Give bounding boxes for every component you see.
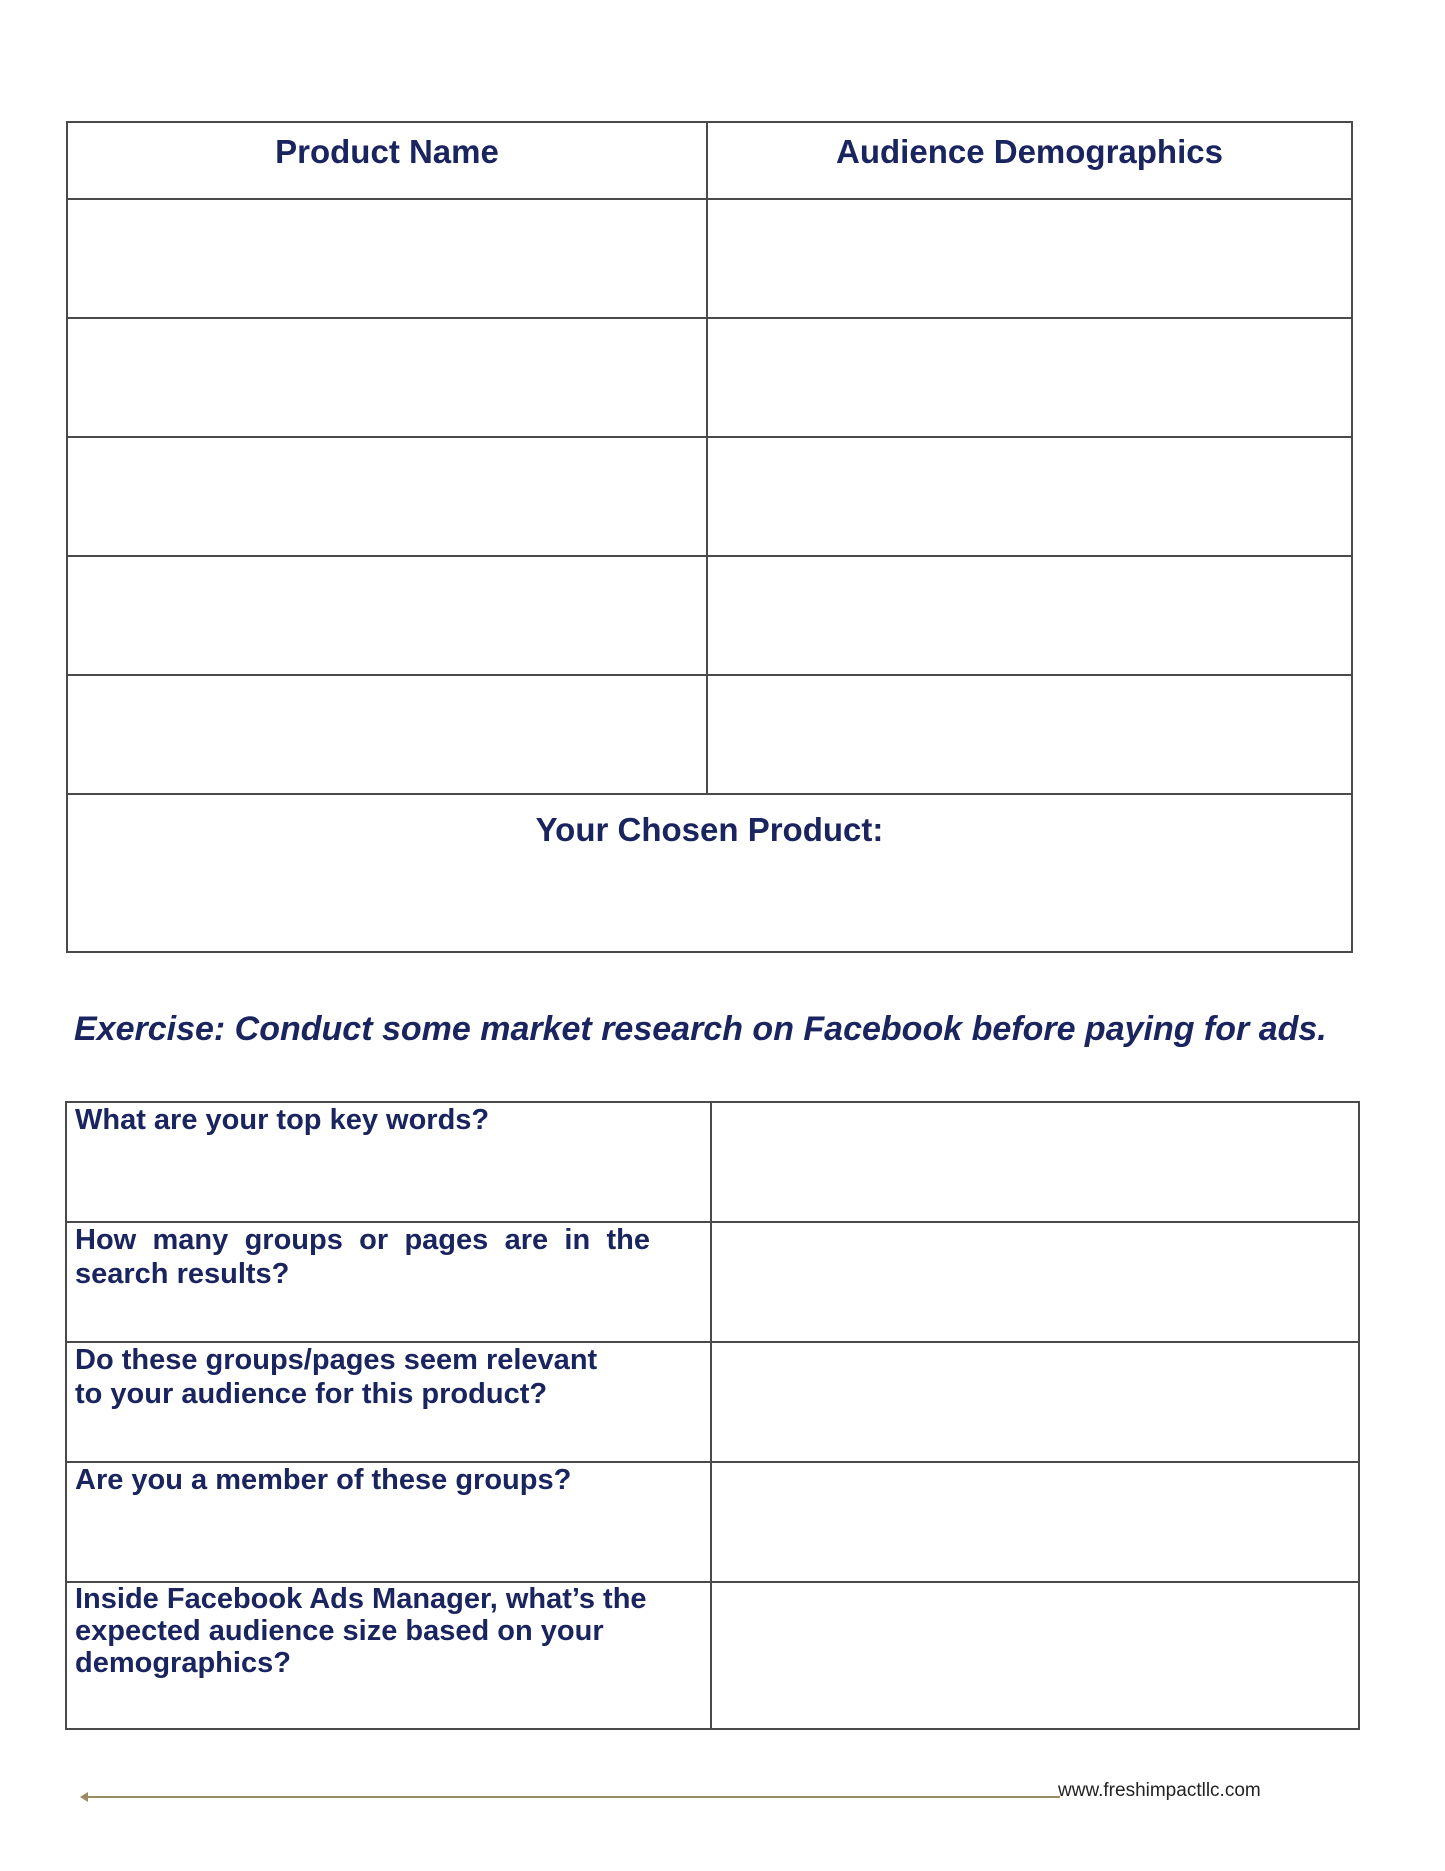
audience-demographics-cell[interactable]	[707, 556, 1352, 675]
question-text-line: How many groups or pages are in the	[75, 1224, 650, 1256]
question-text: Are you a member of these groups?	[75, 1464, 572, 1496]
question-cell	[66, 1582, 711, 1729]
answer-cell[interactable]	[711, 1462, 1359, 1582]
answer-cell[interactable]	[711, 1582, 1359, 1729]
question-text-line: search results?	[75, 1258, 290, 1290]
product-name-cell[interactable]	[67, 199, 707, 318]
question-text-line: expected audience size based on your	[75, 1615, 604, 1647]
chosen-product-label: Your Chosen Product:	[535, 811, 884, 848]
question-text-line: Inside Facebook Ads Manager, what’s the	[75, 1583, 647, 1615]
question-text-line: demographics?	[75, 1647, 291, 1679]
question-cell	[66, 1102, 711, 1222]
question-cell	[66, 1462, 711, 1582]
question-text-line: Do these groups/pages seem relevant	[75, 1344, 598, 1376]
audience-demographics-cell[interactable]	[707, 199, 1352, 318]
table-row	[67, 675, 1352, 794]
table-row	[67, 556, 1352, 675]
product-audience-table	[66, 121, 1353, 953]
answer-cell[interactable]	[711, 1342, 1359, 1462]
product-name-cell[interactable]	[67, 437, 707, 556]
product-name-cell[interactable]	[67, 318, 707, 437]
product-name-cell[interactable]	[67, 556, 707, 675]
table-row	[66, 1462, 1359, 1582]
table-row	[66, 1342, 1359, 1462]
product-name-cell[interactable]	[67, 675, 707, 794]
chosen-product-row	[67, 794, 1352, 952]
question-cell	[66, 1222, 711, 1342]
audience-demographics-cell[interactable]	[707, 437, 1352, 556]
answer-cell[interactable]	[711, 1222, 1359, 1342]
question-text: What are your top key words?	[75, 1104, 490, 1136]
table-row	[66, 1222, 1359, 1342]
table-row	[67, 437, 1352, 556]
table-row	[66, 1582, 1359, 1729]
audience-demographics-header: Audience Demographics	[707, 122, 1352, 199]
question-cell	[66, 1342, 711, 1462]
table-row	[66, 1102, 1359, 1222]
question-text-line: to your audience for this product?	[75, 1378, 548, 1410]
chosen-product-cell[interactable]	[67, 794, 1352, 952]
product-name-header: Product Name	[67, 122, 707, 199]
exercise-heading: Exercise: Conduct some market research on Facebook before paying for ads.	[74, 1010, 1327, 1048]
answer-cell[interactable]	[711, 1102, 1359, 1222]
table-header-row	[67, 122, 1352, 199]
table-row	[67, 199, 1352, 318]
footer-divider	[82, 1796, 1060, 1798]
audience-demographics-cell[interactable]	[707, 318, 1352, 437]
footer-url: www.freshimpactllc.com	[1058, 1780, 1261, 1801]
market-research-table	[65, 1101, 1360, 1730]
table-row	[67, 318, 1352, 437]
audience-demographics-cell[interactable]	[707, 675, 1352, 794]
